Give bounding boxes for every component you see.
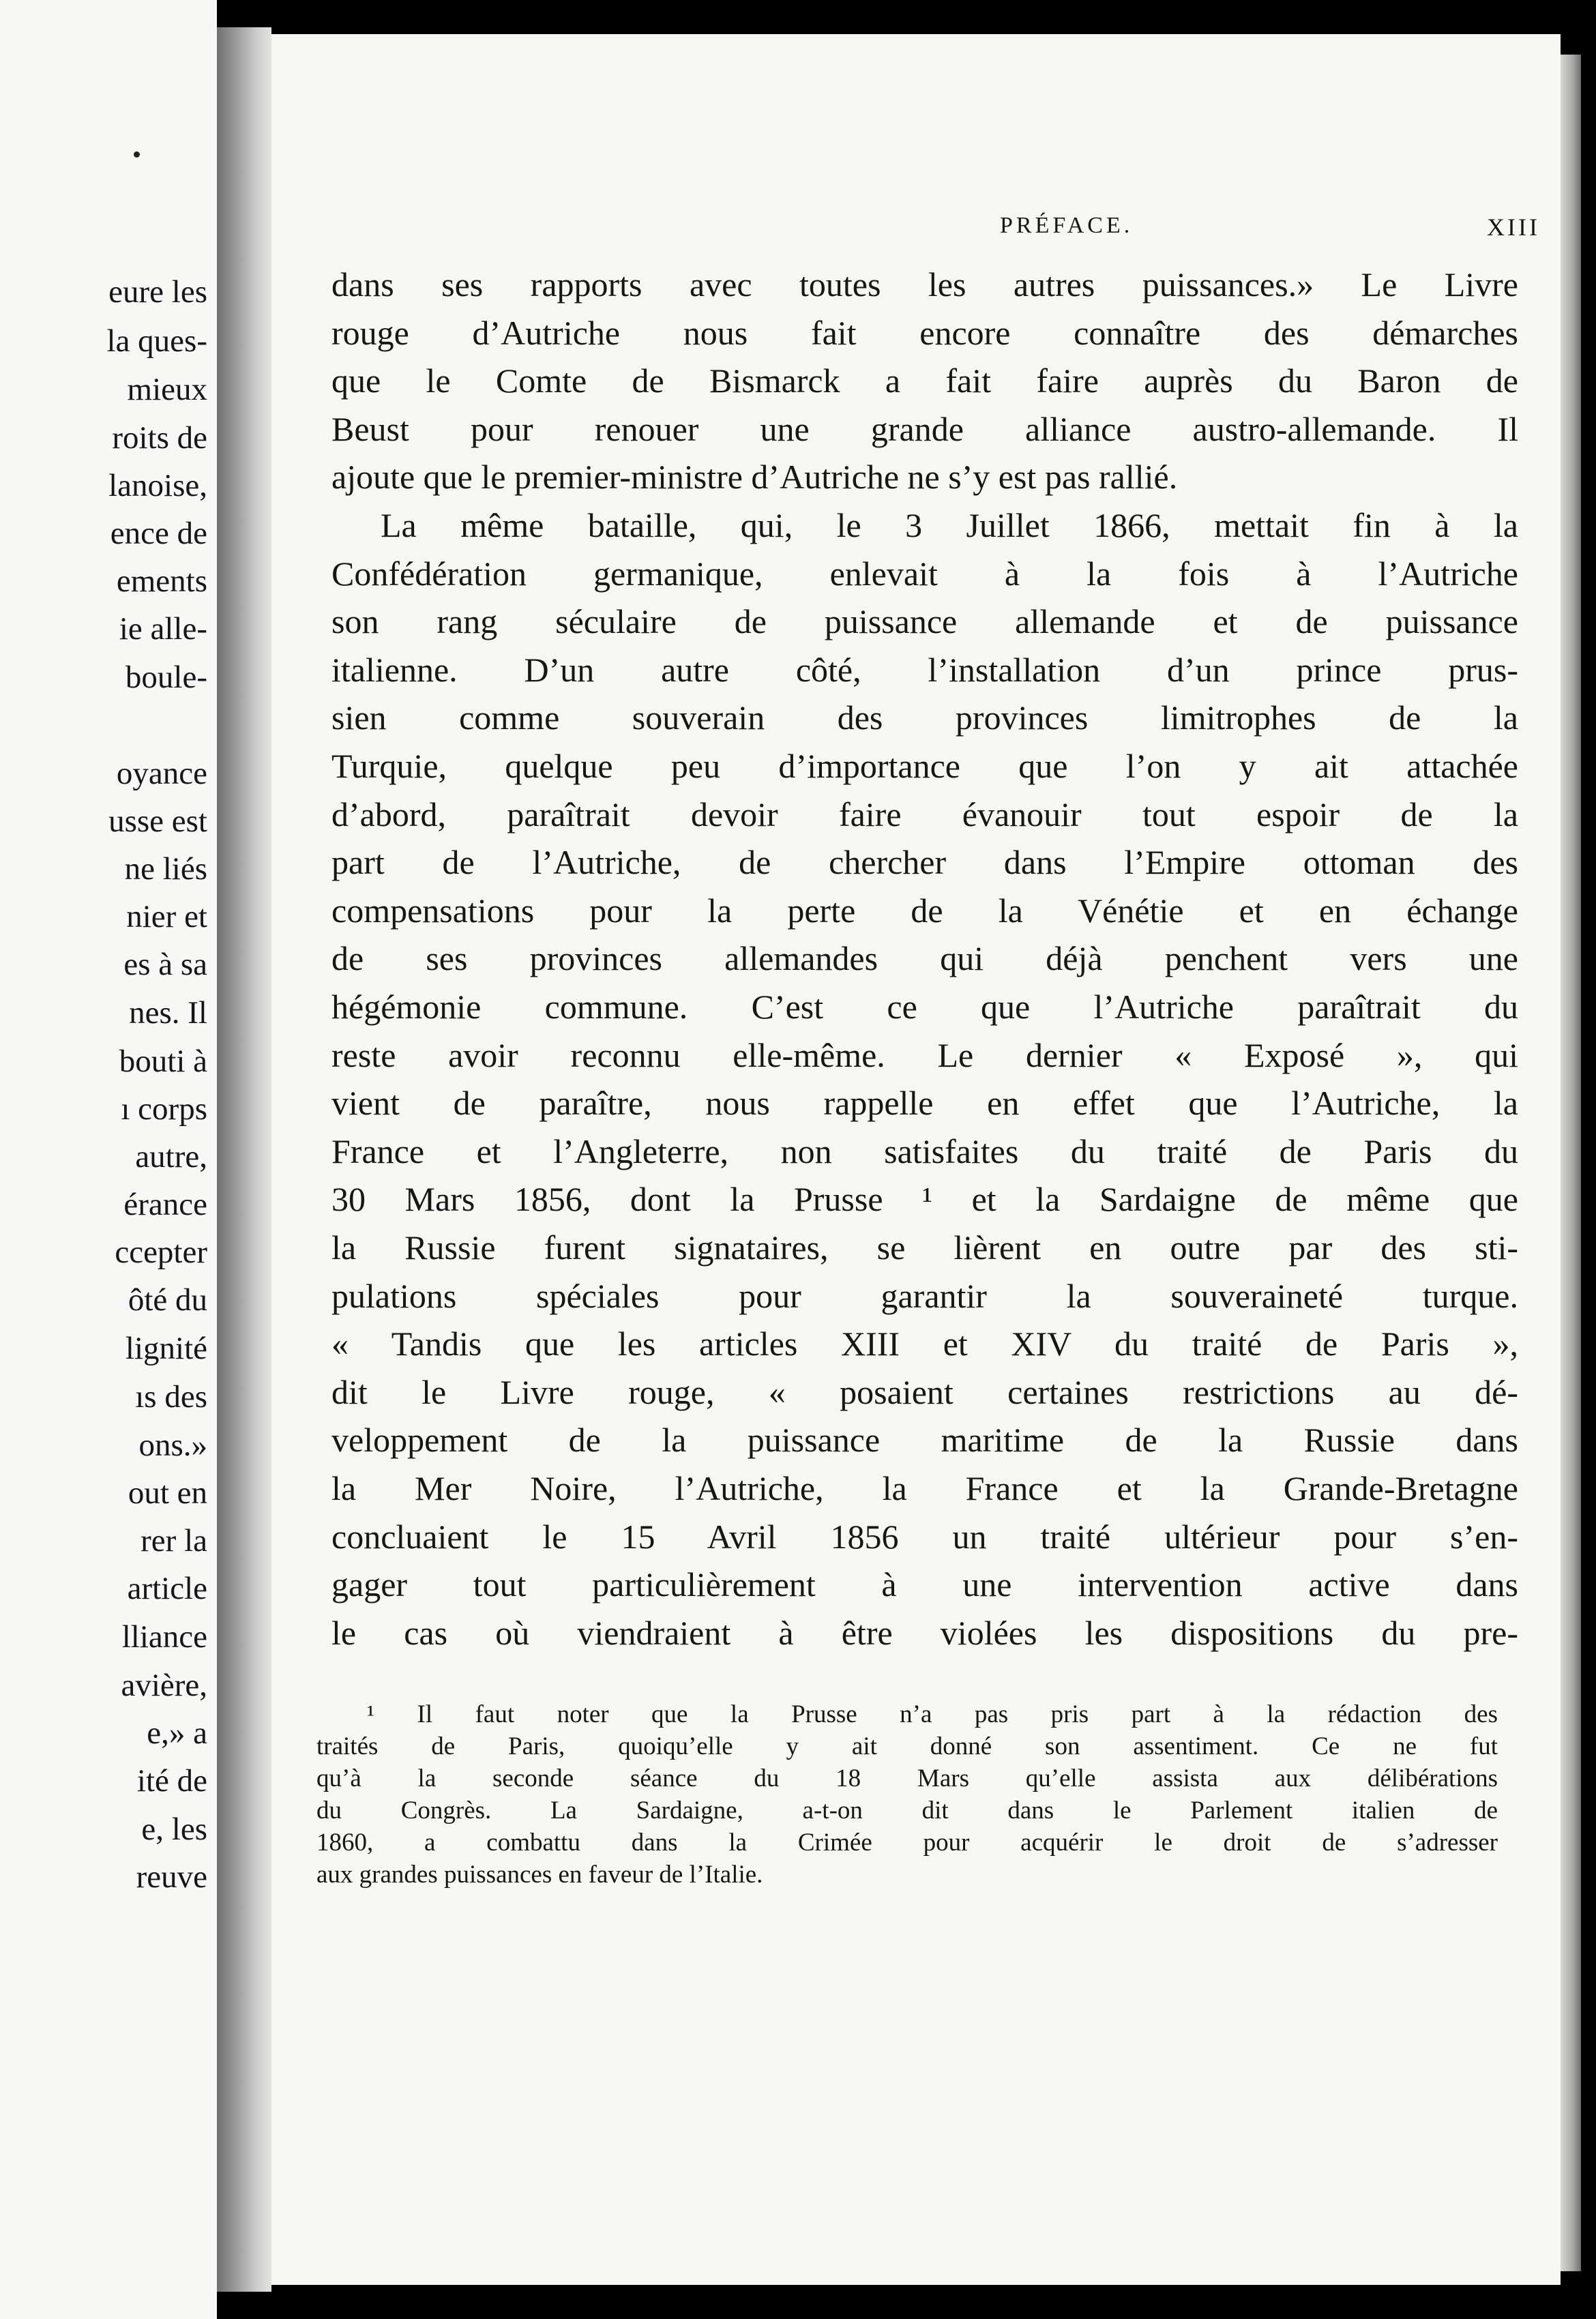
left-page-fragment: out en bbox=[128, 1475, 207, 1511]
text-line: Confédération germanique, enlevait à la fois à l’Autriche bbox=[331, 554, 1518, 593]
left-page-fragment: article bbox=[127, 1571, 207, 1606]
text-line: 30 Mars 1856, dont la Prusse ¹ et la Sardaigne de même que bbox=[331, 1180, 1518, 1219]
book-page bbox=[271, 34, 1561, 2285]
text-line: rouge d’Autriche nous fait encore connaître des démarches bbox=[331, 313, 1518, 352]
left-page-fragment: e, les bbox=[141, 1812, 207, 1847]
left-page-fragment: avière, bbox=[121, 1668, 207, 1703]
ink-dot bbox=[134, 151, 140, 158]
left-page-fragment: ne liés bbox=[124, 851, 207, 887]
left-page-fragment: boule- bbox=[125, 660, 207, 695]
left-page-fragment: nier et bbox=[126, 899, 207, 934]
text-line: italienne. D’un autre côté, l’installation d’un prince prus- bbox=[331, 650, 1518, 689]
text-line: son rang séculaire de puissance allemande et de puissance bbox=[331, 602, 1518, 641]
footnote-line: qu’à la seconde séance du 18 Mars qu’elle assista aux délibérations bbox=[316, 1764, 1498, 1792]
text-line: ajoute que le premier-ministre d’Autriche ne s’y est pas rallié. bbox=[331, 458, 1178, 497]
facing-page-fragment bbox=[0, 0, 217, 2319]
left-page-fragment: ı corps bbox=[121, 1091, 207, 1127]
page-number: XIII bbox=[1487, 213, 1540, 241]
running-title: PRÉFACE. bbox=[1000, 213, 1134, 238]
text-line: gager tout particulièrement à une intervention active dans bbox=[331, 1565, 1518, 1604]
left-page-fragment: ıs des bbox=[135, 1379, 207, 1415]
left-page-fragment: ence de bbox=[110, 516, 207, 551]
book-gutter bbox=[217, 27, 271, 2292]
text-line: concluaient le 15 Avril 1856 un traité ultérieur pour s’en- bbox=[331, 1517, 1518, 1556]
running-head bbox=[271, 213, 1561, 254]
text-line: que le Comte de Bismarck a fait faire auprès du Baron de bbox=[331, 361, 1518, 400]
left-page-fragment: la ques- bbox=[106, 323, 207, 359]
left-page-fragment: ccepter bbox=[115, 1235, 207, 1270]
left-page-fragment: es à sa bbox=[123, 947, 207, 982]
left-page-fragment: reuve bbox=[136, 1859, 207, 1895]
text-line: part de l’Autriche, de chercher dans l’Empire ottoman des bbox=[331, 843, 1518, 882]
text-line: vient de paraître, nous rappelle en effet que l’Autriche, la bbox=[331, 1084, 1518, 1123]
text-line: pulations spéciales pour garantir la souveraineté turque. bbox=[331, 1276, 1518, 1315]
left-page-fragment: eure les bbox=[108, 274, 207, 310]
left-page-fragment: ie alle- bbox=[119, 611, 207, 647]
footnote-line: ¹ Il faut noter que la Prusse n’a pas pris part à la rédaction des bbox=[367, 1700, 1498, 1728]
left-page-fragment: oyance bbox=[116, 756, 207, 791]
left-page-fragment: ôté du bbox=[128, 1282, 207, 1318]
text-line: le cas où viendraient à être violées les dispositions du pre- bbox=[331, 1613, 1518, 1652]
text-line: de ses provinces allemandes qui déjà penchent vers une bbox=[331, 939, 1518, 978]
text-line: compensations pour la perte de la Vénétie et en échange bbox=[331, 891, 1518, 930]
text-line: La même bataille, qui, le 3 Juillet 1866, mettait fin à la bbox=[381, 506, 1518, 544]
left-page-fragment: lanoise, bbox=[108, 468, 207, 503]
text-line: France et l’Angleterre, non satisfaites du traité de Paris du bbox=[331, 1132, 1518, 1170]
text-line: veloppement de la puissance maritime de la Russie dans bbox=[331, 1421, 1518, 1460]
text-line: « Tandis que les articles XIII et XIV du traité de Paris », bbox=[331, 1325, 1518, 1363]
left-page-fragment: autre, bbox=[135, 1139, 207, 1175]
text-line: Turquie, quelque peu d’importance que l’on y ait attachée bbox=[331, 747, 1518, 785]
left-page-fragment: e,» a bbox=[147, 1715, 207, 1751]
text-line: la Russie furent signataires, se lièrent en outre par des sti- bbox=[331, 1228, 1518, 1267]
left-page-fragment: nes. Il bbox=[129, 995, 207, 1031]
footnote-line: aux grandes puissances en faveur de l’Italie. bbox=[316, 1861, 763, 1889]
left-page-fragment: érance bbox=[123, 1187, 207, 1222]
left-page-fragment: ements bbox=[116, 563, 207, 599]
left-page-fragment: rer la bbox=[141, 1523, 207, 1559]
text-line: la Mer Noire, l’Autriche, la France et la Grande-Bretagne bbox=[331, 1469, 1518, 1507]
text-line: d’abord, paraîtrait devoir faire évanouir tout espoir de la bbox=[331, 795, 1518, 833]
footnote-line: 1860, a combattu dans la Crimée pour acquérir le droit de s’adresser bbox=[316, 1829, 1498, 1857]
text-line: hégémonie commune. C’est ce que l’Autriche paraîtrait du bbox=[331, 988, 1518, 1026]
left-page-fragment: usse est bbox=[108, 803, 207, 839]
left-page-fragment: lliance bbox=[121, 1619, 207, 1655]
left-page-fragment: lignité bbox=[125, 1331, 207, 1366]
left-page-fragment: roits de bbox=[112, 420, 207, 456]
left-page-fragment: mieux bbox=[127, 372, 207, 407]
text-line: Beust pour renouer une grande alliance austro-allemande. Il bbox=[331, 409, 1518, 448]
text-line: reste avoir reconnu elle-même. Le dernier « Exposé », qui bbox=[331, 1035, 1518, 1074]
left-page-fragment: bouti à bbox=[119, 1044, 207, 1079]
left-page-fragment: ité de bbox=[136, 1763, 207, 1799]
text-line: dit le Livre rouge, « posaient certaines restrictions au dé- bbox=[331, 1372, 1518, 1411]
page-edge bbox=[1561, 55, 1581, 2271]
footnote-line: du Congrès. La Sardaigne, a-t-on dit dans le Parlement italien de bbox=[316, 1797, 1498, 1825]
left-page-fragment: ons.» bbox=[138, 1428, 207, 1463]
text-line: sien comme souverain des provinces limitrophes de la bbox=[331, 698, 1518, 737]
footnote-line: traités de Paris, quoiqu’elle y ait donné son assentiment. Ce ne fut bbox=[316, 1732, 1498, 1760]
text-line: dans ses rapports avec toutes les autres puissances.» Le Livre bbox=[331, 265, 1518, 304]
